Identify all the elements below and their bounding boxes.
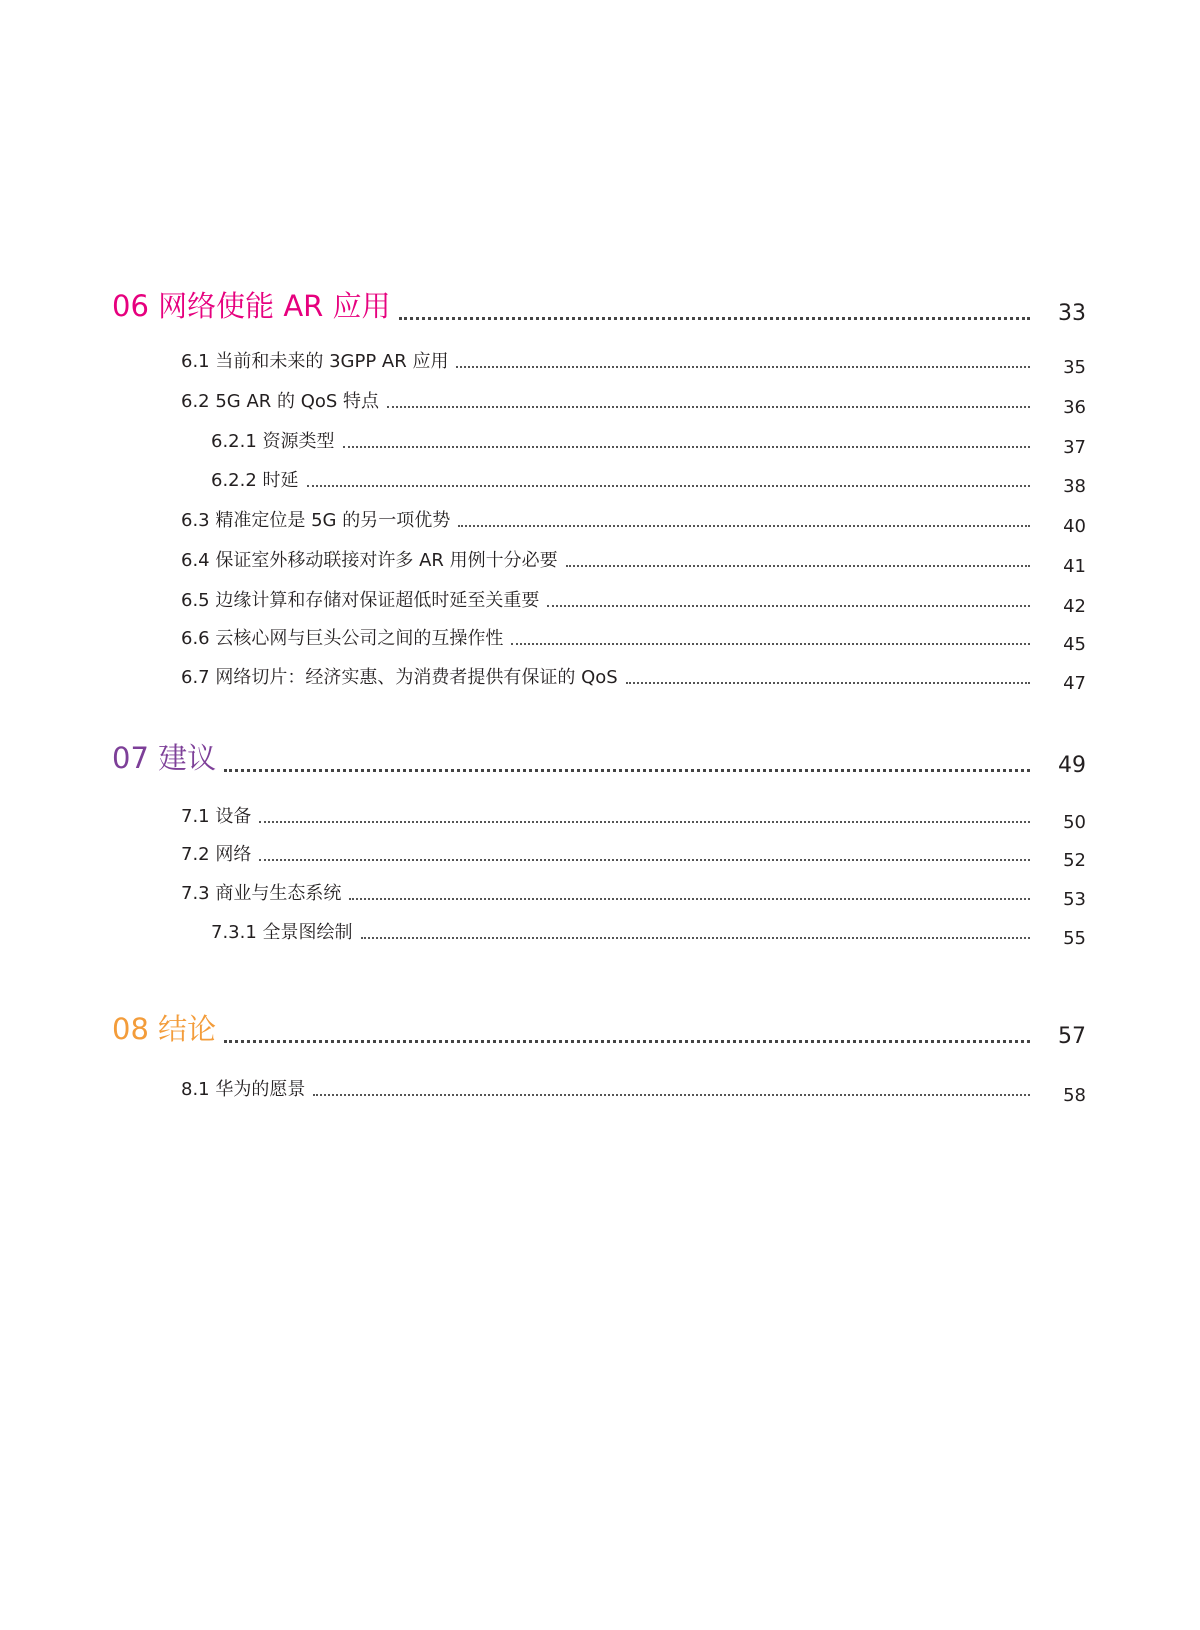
toc-entry-label[interactable]: 6.6 云核心网与巨头公司之间的互操作性 — [181, 628, 504, 649]
chapter-08-page: 57 — [1058, 1024, 1086, 1049]
dot-leader — [343, 446, 1030, 448]
toc-entry-page: 50 — [1063, 812, 1086, 833]
toc-entry-label[interactable]: 6.2 5G AR 的 QoS 特点 — [181, 391, 380, 412]
dot-leader — [387, 406, 1030, 408]
dot-leader — [259, 821, 1030, 823]
dot-leader — [626, 682, 1030, 684]
chapter-06-title[interactable]: 06 网络使能 AR 应用 — [112, 289, 391, 323]
dot-leader — [547, 605, 1030, 607]
toc-entry-page: 45 — [1063, 634, 1086, 655]
toc-entry-6-2-1[interactable] — [211, 430, 1086, 458]
toc-entry-page: 47 — [1063, 673, 1086, 694]
dot-leader — [399, 317, 1030, 320]
dot-leader — [307, 485, 1030, 487]
toc-entry-6-3[interactable] — [181, 509, 1086, 537]
toc-entry-page: 40 — [1063, 516, 1086, 537]
toc-entry-6-1[interactable] — [181, 350, 1086, 378]
toc-entry-label[interactable]: 7.3 商业与生态系统 — [181, 883, 342, 904]
dot-leader — [456, 366, 1030, 368]
dot-leader — [566, 565, 1030, 567]
toc-entry-page: 36 — [1063, 397, 1086, 418]
dot-leader — [361, 937, 1030, 939]
toc-entry-page: 37 — [1063, 437, 1086, 458]
toc-entry-label[interactable]: 6.1 当前和未来的 3GPP AR 应用 — [181, 351, 449, 372]
toc-entry-6-7[interactable] — [181, 666, 1086, 694]
toc-entry-8-1[interactable] — [181, 1078, 1086, 1106]
toc-entry-label[interactable]: 8.1 华为的愿景 — [181, 1079, 306, 1100]
toc-entry-label[interactable]: 6.7 网络切片：经济实惠、为消费者提供有保证的 QoS — [181, 667, 618, 688]
toc-entry-label[interactable]: 7.3.1 全景图绘制 — [211, 922, 353, 943]
toc-entry-label[interactable]: 6.2.1 资源类型 — [211, 431, 335, 452]
toc-entry-label[interactable]: 6.3 精准定位是 5G 的另一项优势 — [181, 510, 451, 531]
toc-entry-page: 53 — [1063, 889, 1086, 910]
toc-entry-page: 41 — [1063, 556, 1086, 577]
toc-chapter-06[interactable] — [112, 288, 1086, 324]
toc-entry-page: 38 — [1063, 476, 1086, 497]
toc-chapter-08[interactable] — [112, 1011, 1086, 1047]
chapter-07-title[interactable]: 07 建议 — [112, 741, 217, 775]
toc-entry-page: 58 — [1063, 1085, 1086, 1106]
toc-entry-6-2-2[interactable] — [211, 469, 1086, 497]
chapter-06-page: 33 — [1058, 301, 1086, 326]
dot-leader — [458, 525, 1030, 527]
toc-entry-page: 52 — [1063, 850, 1086, 871]
dot-leader — [511, 643, 1030, 645]
chapter-08-title[interactable]: 08 结论 — [112, 1012, 217, 1046]
toc-entry-6-2[interactable] — [181, 390, 1086, 418]
toc-entry-7-2[interactable] — [181, 843, 1086, 871]
toc-entry-label[interactable]: 7.1 设备 — [181, 806, 252, 827]
toc-entry-7-1[interactable] — [181, 805, 1086, 833]
chapter-07-page: 49 — [1058, 753, 1086, 778]
toc-entry-page: 35 — [1063, 357, 1086, 378]
dot-leader — [349, 898, 1030, 900]
toc-entry-label[interactable]: 6.2.2 时延 — [211, 470, 299, 491]
toc-chapter-07[interactable] — [112, 740, 1086, 776]
dot-leader — [224, 769, 1030, 772]
toc-entry-page: 42 — [1063, 596, 1086, 617]
toc-entry-6-4[interactable] — [181, 549, 1086, 577]
toc-entry-7-3-1[interactable] — [211, 921, 1086, 949]
toc-entry-label[interactable]: 7.2 网络 — [181, 844, 252, 865]
dot-leader — [259, 859, 1030, 861]
toc-entry-6-5[interactable] — [181, 589, 1086, 617]
toc-entry-page: 55 — [1063, 928, 1086, 949]
toc-entry-6-6[interactable] — [181, 627, 1086, 655]
dot-leader — [224, 1040, 1030, 1043]
dot-leader — [313, 1094, 1030, 1096]
toc-entry-label[interactable]: 6.5 边缘计算和存储对保证超低时延至关重要 — [181, 590, 540, 611]
toc-entry-label[interactable]: 6.4 保证室外移动联接对许多 AR 用例十分必要 — [181, 550, 558, 571]
toc-entry-7-3[interactable] — [181, 882, 1086, 910]
